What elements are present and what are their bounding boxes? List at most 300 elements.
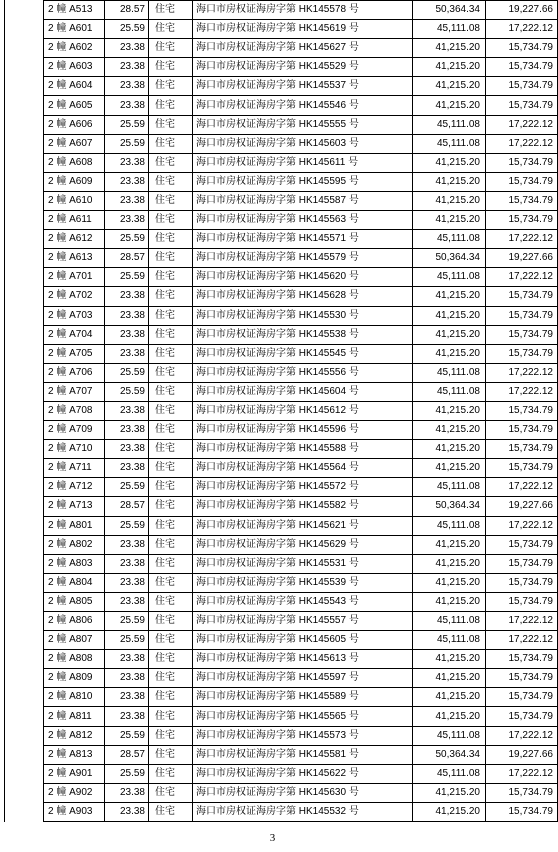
value-cell: 45,111.08 xyxy=(413,363,486,382)
certificate-cell: 海口市房权证海房字第 HK145579 号 xyxy=(193,249,413,268)
amount-cell: 15,734.79 xyxy=(486,592,558,611)
area-cell: 23.38 xyxy=(105,802,149,821)
certificate-cell: 海口市房权证海房字第 HK145612 号 xyxy=(193,401,413,420)
amount-cell: 17,222.12 xyxy=(486,764,558,783)
amount-cell: 19,227.66 xyxy=(486,497,558,516)
certificate-cell: 海口市房权证海房字第 HK145537 号 xyxy=(193,77,413,96)
value-cell: 45,111.08 xyxy=(413,134,486,153)
unit-cell: 2 幢 A607 xyxy=(44,134,105,153)
usage-cell: 住宅 xyxy=(149,115,193,134)
amount-cell: 17,222.12 xyxy=(486,382,558,401)
value-cell: 41,215.20 xyxy=(413,191,486,210)
unit-cell: 2 幢 A802 xyxy=(44,535,105,554)
usage-cell: 住宅 xyxy=(149,631,193,650)
area-cell: 23.38 xyxy=(105,650,149,669)
usage-cell: 住宅 xyxy=(149,211,193,230)
usage-cell: 住宅 xyxy=(149,96,193,115)
usage-cell: 住宅 xyxy=(149,249,193,268)
usage-cell: 住宅 xyxy=(149,230,193,249)
amount-cell: 15,734.79 xyxy=(486,211,558,230)
table-row xyxy=(44,612,558,631)
amount-cell: 17,222.12 xyxy=(486,612,558,631)
area-cell: 23.38 xyxy=(105,306,149,325)
area-cell: 23.38 xyxy=(105,688,149,707)
unit-cell: 2 幢 A801 xyxy=(44,516,105,535)
amount-cell: 17,222.12 xyxy=(486,631,558,650)
table-row xyxy=(44,459,558,478)
table-row xyxy=(44,783,558,802)
usage-cell: 住宅 xyxy=(149,764,193,783)
area-cell: 23.38 xyxy=(105,96,149,115)
usage-cell: 住宅 xyxy=(149,573,193,592)
usage-cell: 住宅 xyxy=(149,612,193,631)
table-row xyxy=(44,249,558,268)
usage-cell: 住宅 xyxy=(149,421,193,440)
certificate-cell: 海口市房权证海房字第 HK145627 号 xyxy=(193,39,413,58)
value-cell: 41,215.20 xyxy=(413,688,486,707)
table-row xyxy=(44,669,558,688)
amount-cell: 15,734.79 xyxy=(486,344,558,363)
value-cell: 41,215.20 xyxy=(413,96,486,115)
value-cell: 41,215.20 xyxy=(413,554,486,573)
amount-cell: 17,222.12 xyxy=(486,363,558,382)
value-cell: 41,215.20 xyxy=(413,707,486,726)
value-cell: 41,215.20 xyxy=(413,401,486,420)
certificate-cell: 海口市房权证海房字第 HK145531 号 xyxy=(193,554,413,573)
value-cell: 41,215.20 xyxy=(413,58,486,77)
value-cell: 41,215.20 xyxy=(413,535,486,554)
table-row xyxy=(44,58,558,77)
amount-cell: 15,734.79 xyxy=(486,459,558,478)
value-cell: 45,111.08 xyxy=(413,230,486,249)
usage-cell: 住宅 xyxy=(149,20,193,39)
value-cell: 41,215.20 xyxy=(413,153,486,172)
certificate-cell: 海口市房权证海房字第 HK145572 号 xyxy=(193,478,413,497)
usage-cell: 住宅 xyxy=(149,77,193,96)
table-row xyxy=(44,802,558,821)
certificate-cell: 海口市房权证海房字第 HK145581 号 xyxy=(193,745,413,764)
table-row xyxy=(44,363,558,382)
table-row xyxy=(44,726,558,745)
usage-cell: 住宅 xyxy=(149,440,193,459)
usage-cell: 住宅 xyxy=(149,344,193,363)
certificate-cell: 海口市房权证海房字第 HK145538 号 xyxy=(193,325,413,344)
area-cell: 25.59 xyxy=(105,478,149,497)
unit-cell: 2 幢 A813 xyxy=(44,745,105,764)
area-cell: 25.59 xyxy=(105,612,149,631)
area-cell: 25.59 xyxy=(105,230,149,249)
certificate-cell: 海口市房权证海房字第 HK145529 号 xyxy=(193,58,413,77)
area-cell: 23.38 xyxy=(105,535,149,554)
area-cell: 23.38 xyxy=(105,669,149,688)
amount-cell: 15,734.79 xyxy=(486,39,558,58)
value-cell: 41,215.20 xyxy=(413,421,486,440)
area-cell: 23.38 xyxy=(105,211,149,230)
unit-cell: 2 幢 A706 xyxy=(44,363,105,382)
amount-cell: 15,734.79 xyxy=(486,421,558,440)
value-cell: 41,215.20 xyxy=(413,39,486,58)
table-row xyxy=(44,306,558,325)
usage-cell: 住宅 xyxy=(149,153,193,172)
property-table xyxy=(43,0,558,822)
table-row xyxy=(44,650,558,669)
certificate-cell: 海口市房权证海房字第 HK145619 号 xyxy=(193,20,413,39)
table-row xyxy=(44,497,558,516)
usage-cell: 住宅 xyxy=(149,745,193,764)
usage-cell: 住宅 xyxy=(149,191,193,210)
table-row xyxy=(44,134,558,153)
amount-cell: 15,734.79 xyxy=(486,306,558,325)
unit-cell: 2 幢 A803 xyxy=(44,554,105,573)
table-row xyxy=(44,153,558,172)
amount-cell: 15,734.79 xyxy=(486,440,558,459)
amount-cell: 15,734.79 xyxy=(486,191,558,210)
certificate-cell: 海口市房权证海房字第 HK145605 号 xyxy=(193,631,413,650)
table-row xyxy=(44,77,558,96)
page-number: 3 xyxy=(269,832,276,844)
value-cell: 50,364.34 xyxy=(413,745,486,764)
certificate-cell: 海口市房权证海房字第 HK145628 号 xyxy=(193,287,413,306)
left-margin-rule xyxy=(4,0,5,822)
usage-cell: 住宅 xyxy=(149,497,193,516)
usage-cell: 住宅 xyxy=(149,287,193,306)
certificate-cell: 海口市房权证海房字第 HK145564 号 xyxy=(193,459,413,478)
amount-cell: 15,734.79 xyxy=(486,707,558,726)
value-cell: 50,364.34 xyxy=(413,497,486,516)
unit-cell: 2 幢 A808 xyxy=(44,650,105,669)
amount-cell: 17,222.12 xyxy=(486,20,558,39)
usage-cell: 住宅 xyxy=(149,1,193,20)
area-cell: 23.38 xyxy=(105,459,149,478)
area-cell: 23.38 xyxy=(105,554,149,573)
unit-cell: 2 幢 A805 xyxy=(44,592,105,611)
value-cell: 41,215.20 xyxy=(413,77,486,96)
area-cell: 25.59 xyxy=(105,268,149,287)
amount-cell: 15,734.79 xyxy=(486,153,558,172)
value-cell: 45,111.08 xyxy=(413,764,486,783)
certificate-cell: 海口市房权证海房字第 HK145596 号 xyxy=(193,421,413,440)
certificate-cell: 海口市房权证海房字第 HK145597 号 xyxy=(193,669,413,688)
unit-cell: 2 幢 A708 xyxy=(44,401,105,420)
amount-cell: 19,227.66 xyxy=(486,1,558,20)
amount-cell: 17,222.12 xyxy=(486,115,558,134)
certificate-cell: 海口市房权证海房字第 HK145595 号 xyxy=(193,172,413,191)
unit-cell: 2 幢 A710 xyxy=(44,440,105,459)
certificate-cell: 海口市房权证海房字第 HK145588 号 xyxy=(193,440,413,459)
area-cell: 23.38 xyxy=(105,344,149,363)
value-cell: 41,215.20 xyxy=(413,325,486,344)
area-cell: 23.38 xyxy=(105,172,149,191)
certificate-cell: 海口市房权证海房字第 HK145587 号 xyxy=(193,191,413,210)
certificate-cell: 海口市房权证海房字第 HK145555 号 xyxy=(193,115,413,134)
value-cell: 45,111.08 xyxy=(413,382,486,401)
usage-cell: 住宅 xyxy=(149,363,193,382)
certificate-cell: 海口市房权证海房字第 HK145565 号 xyxy=(193,707,413,726)
unit-cell: 2 幢 A611 xyxy=(44,211,105,230)
usage-cell: 住宅 xyxy=(149,306,193,325)
unit-cell: 2 幢 A612 xyxy=(44,230,105,249)
table-row xyxy=(44,745,558,764)
certificate-cell: 海口市房权证海房字第 HK145556 号 xyxy=(193,363,413,382)
certificate-cell: 海口市房权证海房字第 HK145546 号 xyxy=(193,96,413,115)
amount-cell: 15,734.79 xyxy=(486,688,558,707)
table-row xyxy=(44,115,558,134)
area-cell: 23.38 xyxy=(105,440,149,459)
amount-cell: 15,734.79 xyxy=(486,96,558,115)
area-cell: 28.57 xyxy=(105,249,149,268)
area-cell: 23.38 xyxy=(105,421,149,440)
area-cell: 25.59 xyxy=(105,764,149,783)
unit-cell: 2 幢 A901 xyxy=(44,764,105,783)
value-cell: 41,215.20 xyxy=(413,573,486,592)
unit-cell: 2 幢 A606 xyxy=(44,115,105,134)
value-cell: 45,111.08 xyxy=(413,612,486,631)
certificate-cell: 海口市房权证海房字第 HK145589 号 xyxy=(193,688,413,707)
unit-cell: 2 幢 A711 xyxy=(44,459,105,478)
unit-cell: 2 幢 A610 xyxy=(44,191,105,210)
certificate-cell: 海口市房权证海房字第 HK145573 号 xyxy=(193,726,413,745)
area-cell: 23.38 xyxy=(105,58,149,77)
certificate-cell: 海口市房权证海房字第 HK145613 号 xyxy=(193,650,413,669)
area-cell: 25.59 xyxy=(105,631,149,650)
certificate-cell: 海口市房权证海房字第 HK145543 号 xyxy=(193,592,413,611)
value-cell: 41,215.20 xyxy=(413,669,486,688)
area-cell: 23.38 xyxy=(105,325,149,344)
usage-cell: 住宅 xyxy=(149,554,193,573)
table-row xyxy=(44,516,558,535)
table-row xyxy=(44,39,558,58)
unit-cell: 2 幢 A602 xyxy=(44,39,105,58)
certificate-cell: 海口市房权证海房字第 HK145604 号 xyxy=(193,382,413,401)
unit-cell: 2 幢 A812 xyxy=(44,726,105,745)
unit-cell: 2 幢 A806 xyxy=(44,612,105,631)
unit-cell: 2 幢 A604 xyxy=(44,77,105,96)
value-cell: 41,215.20 xyxy=(413,211,486,230)
usage-cell: 住宅 xyxy=(149,459,193,478)
area-cell: 23.38 xyxy=(105,707,149,726)
usage-cell: 住宅 xyxy=(149,592,193,611)
table-row xyxy=(44,287,558,306)
area-cell: 25.59 xyxy=(105,382,149,401)
amount-cell: 15,734.79 xyxy=(486,58,558,77)
unit-cell: 2 幢 A603 xyxy=(44,58,105,77)
unit-cell: 2 幢 A713 xyxy=(44,497,105,516)
area-cell: 28.57 xyxy=(105,745,149,764)
amount-cell: 15,734.79 xyxy=(486,573,558,592)
amount-cell: 17,222.12 xyxy=(486,134,558,153)
value-cell: 41,215.20 xyxy=(413,344,486,363)
table-row xyxy=(44,478,558,497)
certificate-cell: 海口市房权证海房字第 HK145571 号 xyxy=(193,230,413,249)
certificate-cell: 海口市房权证海房字第 HK145530 号 xyxy=(193,306,413,325)
table-row xyxy=(44,535,558,554)
amount-cell: 15,734.79 xyxy=(486,77,558,96)
certificate-cell: 海口市房权证海房字第 HK145603 号 xyxy=(193,134,413,153)
certificate-cell: 海口市房权证海房字第 HK145621 号 xyxy=(193,516,413,535)
area-cell: 23.38 xyxy=(105,573,149,592)
amount-cell: 19,227.66 xyxy=(486,745,558,764)
table-row xyxy=(44,344,558,363)
usage-cell: 住宅 xyxy=(149,707,193,726)
area-cell: 23.38 xyxy=(105,191,149,210)
value-cell: 41,215.20 xyxy=(413,650,486,669)
unit-cell: 2 幢 A809 xyxy=(44,669,105,688)
usage-cell: 住宅 xyxy=(149,726,193,745)
amount-cell: 15,734.79 xyxy=(486,172,558,191)
unit-cell: 2 幢 A804 xyxy=(44,573,105,592)
usage-cell: 住宅 xyxy=(149,172,193,191)
table-row xyxy=(44,191,558,210)
unit-cell: 2 幢 A609 xyxy=(44,172,105,191)
table-row xyxy=(44,325,558,344)
property-table-body xyxy=(44,1,558,822)
amount-cell: 15,734.79 xyxy=(486,535,558,554)
area-cell: 23.38 xyxy=(105,783,149,802)
table-row xyxy=(44,172,558,191)
certificate-cell: 海口市房权证海房字第 HK145582 号 xyxy=(193,497,413,516)
table-row xyxy=(44,554,558,573)
table-row xyxy=(44,688,558,707)
table-row xyxy=(44,573,558,592)
amount-cell: 15,734.79 xyxy=(486,669,558,688)
value-cell: 41,215.20 xyxy=(413,440,486,459)
unit-cell: 2 幢 A704 xyxy=(44,325,105,344)
table-row xyxy=(44,401,558,420)
amount-cell: 15,734.79 xyxy=(486,554,558,573)
amount-cell: 15,734.79 xyxy=(486,650,558,669)
unit-cell: 2 幢 A702 xyxy=(44,287,105,306)
value-cell: 45,111.08 xyxy=(413,631,486,650)
table-row xyxy=(44,707,558,726)
value-cell: 41,215.20 xyxy=(413,306,486,325)
usage-cell: 住宅 xyxy=(149,516,193,535)
unit-cell: 2 幢 A601 xyxy=(44,20,105,39)
value-cell: 45,111.08 xyxy=(413,20,486,39)
certificate-cell: 海口市房权证海房字第 HK145629 号 xyxy=(193,535,413,554)
value-cell: 45,111.08 xyxy=(413,516,486,535)
area-cell: 25.59 xyxy=(105,726,149,745)
usage-cell: 住宅 xyxy=(149,382,193,401)
unit-cell: 2 幢 A705 xyxy=(44,344,105,363)
usage-cell: 住宅 xyxy=(149,325,193,344)
value-cell: 45,111.08 xyxy=(413,726,486,745)
value-cell: 41,215.20 xyxy=(413,592,486,611)
certificate-cell: 海口市房权证海房字第 HK145532 号 xyxy=(193,802,413,821)
value-cell: 41,215.20 xyxy=(413,783,486,802)
table-row xyxy=(44,211,558,230)
table-row xyxy=(44,230,558,249)
amount-cell: 17,222.12 xyxy=(486,230,558,249)
unit-cell: 2 幢 A709 xyxy=(44,421,105,440)
area-cell: 28.57 xyxy=(105,497,149,516)
table-row xyxy=(44,631,558,650)
certificate-cell: 海口市房权证海房字第 HK145557 号 xyxy=(193,612,413,631)
area-cell: 23.38 xyxy=(105,39,149,58)
usage-cell: 住宅 xyxy=(149,39,193,58)
unit-cell: 2 幢 A811 xyxy=(44,707,105,726)
area-cell: 25.59 xyxy=(105,115,149,134)
table-row xyxy=(44,20,558,39)
amount-cell: 17,222.12 xyxy=(486,726,558,745)
table-row xyxy=(44,764,558,783)
unit-cell: 2 幢 A902 xyxy=(44,783,105,802)
value-cell: 41,215.20 xyxy=(413,459,486,478)
unit-cell: 2 幢 A707 xyxy=(44,382,105,401)
usage-cell: 住宅 xyxy=(149,802,193,821)
amount-cell: 15,734.79 xyxy=(486,325,558,344)
amount-cell: 19,227.66 xyxy=(486,249,558,268)
value-cell: 41,215.20 xyxy=(413,287,486,306)
area-cell: 23.38 xyxy=(105,287,149,306)
value-cell: 41,215.20 xyxy=(413,802,486,821)
unit-cell: 2 幢 A810 xyxy=(44,688,105,707)
usage-cell: 住宅 xyxy=(149,669,193,688)
area-cell: 23.38 xyxy=(105,153,149,172)
area-cell: 25.59 xyxy=(105,516,149,535)
amount-cell: 15,734.79 xyxy=(486,401,558,420)
table-row xyxy=(44,1,558,20)
value-cell: 50,364.34 xyxy=(413,249,486,268)
usage-cell: 住宅 xyxy=(149,783,193,802)
unit-cell: 2 幢 A712 xyxy=(44,478,105,497)
amount-cell: 15,734.79 xyxy=(486,287,558,306)
usage-cell: 住宅 xyxy=(149,268,193,287)
area-cell: 25.59 xyxy=(105,363,149,382)
usage-cell: 住宅 xyxy=(149,650,193,669)
unit-cell: 2 幢 A513 xyxy=(44,1,105,20)
amount-cell: 17,222.12 xyxy=(486,478,558,497)
unit-cell: 2 幢 A903 xyxy=(44,802,105,821)
table-row xyxy=(44,96,558,115)
area-cell: 23.38 xyxy=(105,77,149,96)
certificate-cell: 海口市房权证海房字第 HK145563 号 xyxy=(193,211,413,230)
certificate-cell: 海口市房权证海房字第 HK145545 号 xyxy=(193,344,413,363)
value-cell: 41,215.20 xyxy=(413,172,486,191)
usage-cell: 住宅 xyxy=(149,478,193,497)
area-cell: 28.57 xyxy=(105,1,149,20)
table-row xyxy=(44,382,558,401)
unit-cell: 2 幢 A807 xyxy=(44,631,105,650)
certificate-cell: 海口市房权证海房字第 HK145578 号 xyxy=(193,1,413,20)
amount-cell: 17,222.12 xyxy=(486,268,558,287)
value-cell: 45,111.08 xyxy=(413,115,486,134)
amount-cell: 15,734.79 xyxy=(486,783,558,802)
usage-cell: 住宅 xyxy=(149,688,193,707)
amount-cell: 15,734.79 xyxy=(486,802,558,821)
table-row xyxy=(44,421,558,440)
unit-cell: 2 幢 A703 xyxy=(44,306,105,325)
value-cell: 45,111.08 xyxy=(413,268,486,287)
unit-cell: 2 幢 A701 xyxy=(44,268,105,287)
unit-cell: 2 幢 A613 xyxy=(44,249,105,268)
table-row xyxy=(44,592,558,611)
area-cell: 25.59 xyxy=(105,134,149,153)
usage-cell: 住宅 xyxy=(149,58,193,77)
usage-cell: 住宅 xyxy=(149,401,193,420)
table-row xyxy=(44,440,558,459)
area-cell: 25.59 xyxy=(105,20,149,39)
usage-cell: 住宅 xyxy=(149,134,193,153)
certificate-cell: 海口市房权证海房字第 HK145539 号 xyxy=(193,573,413,592)
value-cell: 45,111.08 xyxy=(413,478,486,497)
certificate-cell: 海口市房权证海房字第 HK145630 号 xyxy=(193,783,413,802)
unit-cell: 2 幢 A605 xyxy=(44,96,105,115)
certificate-cell: 海口市房权证海房字第 HK145622 号 xyxy=(193,764,413,783)
value-cell: 50,364.34 xyxy=(413,1,486,20)
area-cell: 23.38 xyxy=(105,592,149,611)
unit-cell: 2 幢 A608 xyxy=(44,153,105,172)
certificate-cell: 海口市房权证海房字第 HK145620 号 xyxy=(193,268,413,287)
